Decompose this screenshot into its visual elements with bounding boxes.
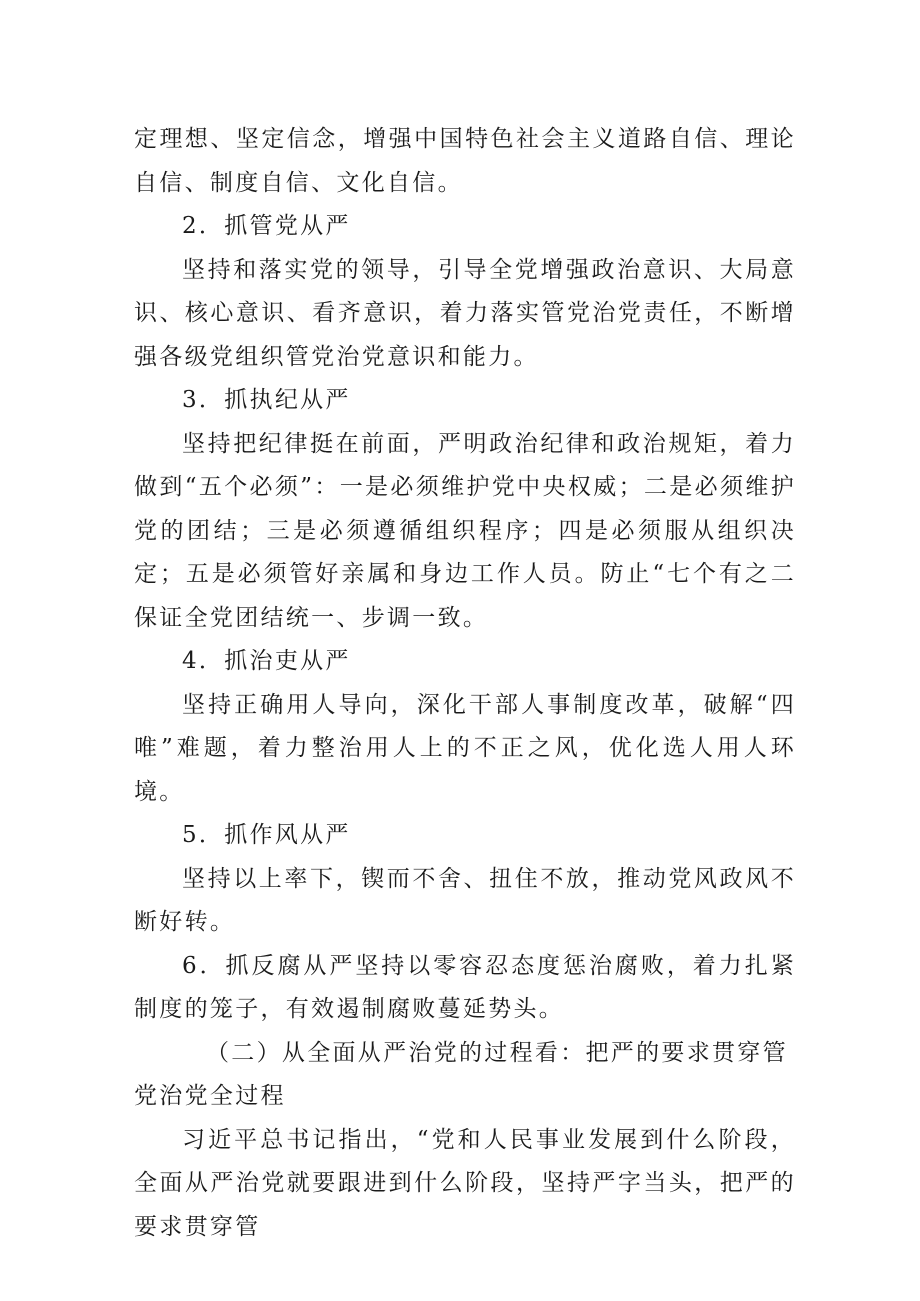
section-heading-3: 3．抓执纪从严 — [182, 387, 351, 413]
section-heading-5: 5．抓作风从严 — [182, 822, 351, 848]
paragraph-continuation: 定理想、坚定信念，增强中国特色社会主义道路自信、理论自信、制度自信、文化自信。 — [134, 126, 796, 196]
section-heading-2: 2．抓管党从严 — [182, 213, 351, 239]
paragraph-party-management: 坚持和落实党的领导，引导全党增强政治意识、大局意识、核心意识、看齐意识，着力落实管党治党责任，不断增强各级党组织管党治党意识和能力。 — [134, 256, 796, 370]
subsection-heading-2: （二）从全面从严治党的过程看：把严的要求贯穿管党治党全过程 — [134, 1039, 788, 1109]
document-body — [134, 118, 796, 1249]
paragraph-anti-corruption: 6．抓反腐从严坚持以零容忍态度惩治腐败，着力扎紧制度的笼子，有效遏制腐败蔓延势头。 — [134, 952, 796, 1022]
section-heading-4: 4．抓治吏从严 — [182, 648, 351, 674]
paragraph-quote: 习近平总书记指出，“党和人民事业发展到什么阶段，全面从严治党就要跟进到什么阶段，坚持严字当头，把严的要求贯穿管 — [134, 1126, 796, 1240]
paragraph-cadre-management: 坚持正确用人导向，深化干部人事制度改革，破解“四唯”难题，着力整治用人上的不正之风，优化选人用人环境。 — [134, 691, 796, 805]
paragraph-discipline: 坚持把纪律挺在前面，严明政治纪律和政治规矩，着力做到“五个必须”：一是必须维护党中央权威；二是必须维护党的团结；三是必须遵循组织程序；四是必须服从组织决定；五是必须管好亲属和身边工作人员。防止“七个有之二保证全党团结统一、步调一致。 — [134, 430, 796, 631]
paragraph-work-style: 坚持以上率下，锲而不舍、扭住不放，推动党风政风不断好转。 — [134, 865, 796, 935]
